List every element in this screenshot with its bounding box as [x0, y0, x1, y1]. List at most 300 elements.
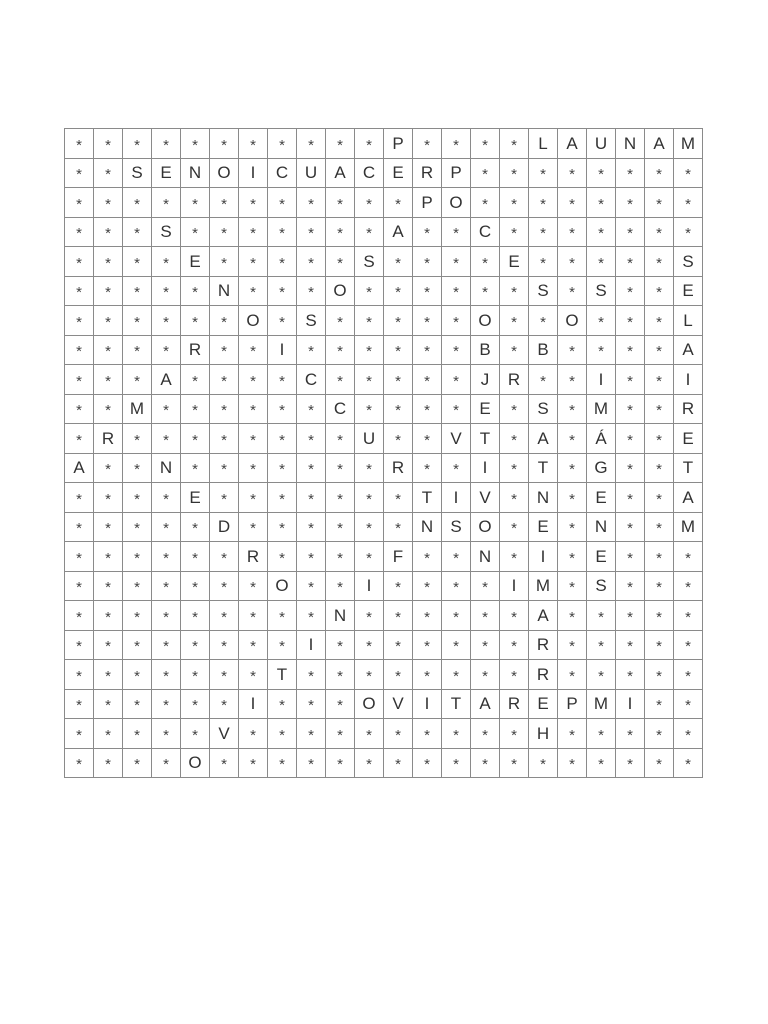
grid-cell: R — [94, 424, 123, 454]
grid-cell: * — [384, 660, 413, 690]
grid-cell: * — [616, 277, 645, 307]
grid-cell: O — [442, 188, 471, 218]
grid-cell: * — [442, 660, 471, 690]
grid-cell: * — [239, 247, 268, 277]
grid-cell: * — [355, 719, 384, 749]
grid-cell: I — [355, 572, 384, 602]
grid-cell: * — [297, 395, 326, 425]
grid-cell: * — [355, 631, 384, 661]
grid-cell: * — [181, 188, 210, 218]
grid-cell: A — [558, 129, 587, 159]
grid-cell: * — [123, 513, 152, 543]
grid-cell: * — [355, 188, 384, 218]
grid-cell: * — [384, 365, 413, 395]
grid-cell: S — [355, 247, 384, 277]
grid-cell: * — [413, 424, 442, 454]
grid-cell: O — [210, 159, 239, 189]
grid-cell: * — [384, 513, 413, 543]
grid-cell: * — [384, 188, 413, 218]
grid-cell: * — [616, 365, 645, 395]
grid-cell: * — [413, 395, 442, 425]
grid-cell: S — [529, 277, 558, 307]
grid-cell: * — [297, 690, 326, 720]
grid-cell: * — [645, 483, 674, 513]
grid-cell: * — [210, 188, 239, 218]
grid-cell: T — [529, 454, 558, 484]
grid-cell: * — [616, 513, 645, 543]
grid-cell: E — [384, 159, 413, 189]
grid-cell: * — [297, 572, 326, 602]
grid-cell: * — [297, 129, 326, 159]
grid-cell: E — [529, 513, 558, 543]
grid-cell: * — [645, 542, 674, 572]
grid-cell: * — [384, 631, 413, 661]
grid-cell: E — [674, 277, 703, 307]
grid-cell: * — [268, 513, 297, 543]
grid-cell: * — [355, 749, 384, 779]
grid-cell: * — [587, 247, 616, 277]
grid-cell: * — [65, 660, 94, 690]
grid-cell: * — [500, 306, 529, 336]
grid-cell: M — [587, 690, 616, 720]
grid-cell: * — [645, 572, 674, 602]
grid-cell: * — [94, 572, 123, 602]
grid-cell: U — [587, 129, 616, 159]
grid-cell: * — [326, 719, 355, 749]
grid-cell: S — [529, 395, 558, 425]
grid-cell: * — [65, 306, 94, 336]
grid-cell: * — [65, 159, 94, 189]
grid-cell: * — [500, 660, 529, 690]
grid-cell: * — [558, 660, 587, 690]
grid-cell: * — [442, 601, 471, 631]
grid-cell: * — [123, 601, 152, 631]
grid-cell: * — [384, 749, 413, 779]
grid-cell: * — [645, 277, 674, 307]
grid-cell: * — [442, 218, 471, 248]
grid-cell: * — [152, 660, 181, 690]
grid-cell: * — [94, 336, 123, 366]
grid-cell: * — [152, 424, 181, 454]
grid-cell: I — [239, 159, 268, 189]
grid-cell: V — [471, 483, 500, 513]
grid-cell: * — [65, 542, 94, 572]
grid-cell: A — [674, 336, 703, 366]
grid-cell: * — [500, 395, 529, 425]
grid-cell: V — [210, 719, 239, 749]
grid-cell: * — [152, 247, 181, 277]
grid-cell: * — [674, 572, 703, 602]
grid-cell: * — [616, 631, 645, 661]
grid-cell: P — [384, 129, 413, 159]
grid-cell: * — [268, 424, 297, 454]
grid-cell: * — [239, 749, 268, 779]
grid-cell: * — [413, 277, 442, 307]
grid-cell: R — [529, 631, 558, 661]
grid-cell: E — [152, 159, 181, 189]
grid-cell: * — [355, 306, 384, 336]
grid-cell: R — [384, 454, 413, 484]
grid-cell: * — [181, 719, 210, 749]
grid-cell: * — [152, 749, 181, 779]
grid-cell: S — [674, 247, 703, 277]
grid-cell: * — [355, 454, 384, 484]
grid-cell: * — [123, 218, 152, 248]
grid-cell: * — [94, 660, 123, 690]
grid-cell: * — [529, 749, 558, 779]
grid-cell: * — [152, 542, 181, 572]
grid-cell: B — [529, 336, 558, 366]
grid-cell: * — [210, 690, 239, 720]
grid-cell: * — [645, 306, 674, 336]
grid-cell: * — [645, 631, 674, 661]
grid-cell: * — [94, 631, 123, 661]
grid-cell: * — [645, 188, 674, 218]
grid-cell: * — [529, 159, 558, 189]
grid-cell: * — [558, 395, 587, 425]
grid-cell: T — [471, 424, 500, 454]
grid-cell: * — [297, 218, 326, 248]
grid-cell: * — [500, 749, 529, 779]
grid-cell: * — [297, 542, 326, 572]
grid-cell: * — [326, 542, 355, 572]
grid-cell: * — [413, 218, 442, 248]
grid-cell: E — [587, 542, 616, 572]
grid-cell: * — [355, 129, 384, 159]
grid-cell: * — [94, 454, 123, 484]
grid-cell: * — [123, 690, 152, 720]
grid-cell: * — [442, 631, 471, 661]
grid-cell: * — [210, 660, 239, 690]
grid-cell: * — [645, 660, 674, 690]
grid-cell: * — [413, 129, 442, 159]
grid-cell: * — [645, 395, 674, 425]
grid-cell: S — [587, 277, 616, 307]
grid-cell: S — [587, 572, 616, 602]
grid-cell: * — [674, 159, 703, 189]
grid-cell: * — [210, 572, 239, 602]
grid-cell: * — [152, 306, 181, 336]
grid-cell: L — [674, 306, 703, 336]
grid-cell: * — [500, 542, 529, 572]
grid-cell: * — [239, 336, 268, 366]
grid-cell: * — [123, 247, 152, 277]
grid-cell: * — [645, 336, 674, 366]
grid-cell: I — [239, 690, 268, 720]
grid-cell: * — [123, 542, 152, 572]
grid-cell: * — [471, 277, 500, 307]
grid-cell: * — [471, 631, 500, 661]
grid-cell: * — [355, 395, 384, 425]
grid-cell: * — [616, 572, 645, 602]
grid-cell: * — [239, 395, 268, 425]
grid-cell: * — [500, 336, 529, 366]
grid-cell: O — [181, 749, 210, 779]
grid-cell: * — [616, 660, 645, 690]
grid-cell: * — [355, 660, 384, 690]
grid-cell: * — [210, 218, 239, 248]
grid-cell: * — [152, 513, 181, 543]
grid-cell: N — [152, 454, 181, 484]
grid-cell: O — [558, 306, 587, 336]
grid-cell: * — [500, 483, 529, 513]
grid-cell: * — [94, 306, 123, 336]
grid-cell: E — [181, 247, 210, 277]
grid-cell: C — [326, 395, 355, 425]
grid-cell: * — [587, 719, 616, 749]
grid-cell: * — [297, 483, 326, 513]
grid-cell: * — [123, 454, 152, 484]
grid-cell: * — [123, 277, 152, 307]
grid-cell: * — [471, 247, 500, 277]
grid-cell: C — [471, 218, 500, 248]
grid-cell: T — [413, 483, 442, 513]
grid-cell: * — [413, 247, 442, 277]
grid-cell: * — [152, 719, 181, 749]
grid-cell: T — [268, 660, 297, 690]
grid-cell: * — [645, 513, 674, 543]
grid-cell: * — [123, 660, 152, 690]
grid-cell: * — [326, 365, 355, 395]
grid-cell: E — [529, 690, 558, 720]
grid-cell: T — [442, 690, 471, 720]
grid-cell: * — [210, 483, 239, 513]
grid-cell: * — [123, 188, 152, 218]
grid-cell: * — [152, 483, 181, 513]
grid-cell: * — [94, 159, 123, 189]
grid-cell: * — [442, 336, 471, 366]
grid-cell: * — [645, 454, 674, 484]
grid-cell: * — [152, 336, 181, 366]
grid-cell: U — [297, 159, 326, 189]
grid-cell: * — [239, 218, 268, 248]
grid-cell: D — [210, 513, 239, 543]
grid-cell: * — [181, 306, 210, 336]
grid-cell: * — [413, 749, 442, 779]
grid-cell: * — [326, 513, 355, 543]
grid-cell: * — [645, 247, 674, 277]
grid-cell: * — [268, 542, 297, 572]
grid-cell: * — [152, 572, 181, 602]
grid-cell: J — [471, 365, 500, 395]
grid-cell: * — [181, 218, 210, 248]
grid-cell: * — [94, 513, 123, 543]
grid-cell: I — [268, 336, 297, 366]
grid-cell: * — [268, 277, 297, 307]
grid-cell: * — [94, 218, 123, 248]
grid-cell: * — [297, 454, 326, 484]
grid-cell: C — [355, 159, 384, 189]
grid-cell: * — [413, 542, 442, 572]
grid-cell: * — [65, 336, 94, 366]
grid-cell: * — [123, 631, 152, 661]
grid-cell: * — [65, 749, 94, 779]
grid-cell: * — [645, 424, 674, 454]
grid-cell: * — [181, 395, 210, 425]
grid-cell: * — [239, 188, 268, 218]
grid-cell: * — [152, 395, 181, 425]
grid-cell: * — [587, 159, 616, 189]
grid-cell: * — [558, 247, 587, 277]
grid-cell: * — [500, 719, 529, 749]
grid-cell: * — [210, 601, 239, 631]
grid-cell: * — [442, 277, 471, 307]
grid-cell: * — [65, 601, 94, 631]
grid-cell: * — [268, 719, 297, 749]
grid-cell: * — [674, 631, 703, 661]
grid-cell: * — [674, 188, 703, 218]
grid-cell: * — [471, 601, 500, 631]
grid-cell: * — [645, 749, 674, 779]
grid-cell: * — [500, 424, 529, 454]
grid-cell: * — [529, 218, 558, 248]
grid-cell: * — [326, 306, 355, 336]
grid-cell: R — [413, 159, 442, 189]
grid-cell: C — [268, 159, 297, 189]
grid-cell: N — [181, 159, 210, 189]
grid-cell: N — [529, 483, 558, 513]
grid-cell: F — [384, 542, 413, 572]
grid-cell: * — [558, 542, 587, 572]
grid-cell: * — [558, 277, 587, 307]
grid-cell: * — [529, 247, 558, 277]
grid-cell: * — [152, 277, 181, 307]
grid-cell: * — [152, 188, 181, 218]
grid-cell: * — [210, 336, 239, 366]
grid-cell: * — [558, 454, 587, 484]
grid-cell: * — [210, 395, 239, 425]
grid-cell: A — [529, 601, 558, 631]
grid-cell: * — [645, 159, 674, 189]
grid-cell: * — [239, 631, 268, 661]
grid-cell: I — [529, 542, 558, 572]
grid-cell: * — [123, 719, 152, 749]
word-search-grid — [64, 128, 703, 778]
grid-cell: * — [616, 424, 645, 454]
grid-cell: * — [587, 660, 616, 690]
grid-cell: * — [65, 365, 94, 395]
grid-cell: * — [268, 188, 297, 218]
grid-cell: * — [442, 247, 471, 277]
grid-cell: * — [616, 483, 645, 513]
grid-cell: * — [558, 159, 587, 189]
grid-cell: * — [94, 188, 123, 218]
grid-cell: * — [181, 660, 210, 690]
grid-cell: S — [297, 306, 326, 336]
grid-cell: * — [558, 631, 587, 661]
grid-cell: * — [558, 218, 587, 248]
grid-cell: * — [326, 336, 355, 366]
grid-cell: * — [65, 188, 94, 218]
grid-cell: * — [384, 306, 413, 336]
grid-cell: * — [674, 660, 703, 690]
grid-cell: * — [558, 572, 587, 602]
grid-cell: * — [123, 365, 152, 395]
grid-cell: * — [65, 424, 94, 454]
grid-cell: * — [94, 365, 123, 395]
grid-cell: * — [471, 572, 500, 602]
grid-cell: * — [239, 129, 268, 159]
grid-cell: * — [297, 719, 326, 749]
grid-cell: I — [616, 690, 645, 720]
grid-cell: * — [471, 660, 500, 690]
grid-cell: * — [645, 601, 674, 631]
grid-cell: * — [94, 277, 123, 307]
grid-cell: R — [529, 660, 558, 690]
grid-cell: * — [413, 719, 442, 749]
grid-cell: * — [355, 336, 384, 366]
grid-cell: * — [326, 454, 355, 484]
grid-cell: * — [181, 129, 210, 159]
grid-cell: * — [297, 188, 326, 218]
grid-cell: * — [65, 572, 94, 602]
grid-cell: * — [210, 424, 239, 454]
grid-cell: * — [268, 129, 297, 159]
grid-cell: * — [616, 159, 645, 189]
grid-cell: * — [674, 749, 703, 779]
grid-cell: * — [587, 188, 616, 218]
grid-cell: * — [413, 631, 442, 661]
grid-cell: * — [616, 454, 645, 484]
grid-cell: * — [558, 749, 587, 779]
grid-cell: N — [326, 601, 355, 631]
grid-cell: * — [500, 129, 529, 159]
grid-cell: E — [500, 247, 529, 277]
grid-cell: M — [123, 395, 152, 425]
grid-cell: * — [326, 749, 355, 779]
grid-cell: O — [355, 690, 384, 720]
grid-cell: * — [123, 572, 152, 602]
grid-cell: * — [616, 218, 645, 248]
grid-cell: * — [94, 719, 123, 749]
grid-cell: * — [239, 601, 268, 631]
grid-cell: * — [181, 454, 210, 484]
grid-cell: * — [616, 395, 645, 425]
grid-cell: * — [587, 306, 616, 336]
grid-cell: R — [500, 690, 529, 720]
grid-cell: E — [587, 483, 616, 513]
grid-cell: A — [65, 454, 94, 484]
grid-cell: A — [645, 129, 674, 159]
grid-cell: I — [471, 454, 500, 484]
grid-cell: R — [181, 336, 210, 366]
grid-cell: * — [384, 601, 413, 631]
grid-cell: * — [239, 365, 268, 395]
grid-cell: * — [413, 454, 442, 484]
grid-cell: * — [268, 395, 297, 425]
grid-cell: * — [297, 660, 326, 690]
grid-cell: * — [123, 336, 152, 366]
grid-cell: * — [239, 454, 268, 484]
grid-cell: O — [471, 306, 500, 336]
grid-cell: * — [413, 306, 442, 336]
grid-cell: * — [645, 218, 674, 248]
grid-cell: O — [268, 572, 297, 602]
grid-cell: N — [587, 513, 616, 543]
grid-cell: * — [181, 690, 210, 720]
grid-cell: * — [326, 188, 355, 218]
grid-cell: * — [500, 277, 529, 307]
grid-cell: * — [297, 513, 326, 543]
grid-cell: E — [674, 424, 703, 454]
grid-cell: G — [587, 454, 616, 484]
grid-cell: * — [674, 690, 703, 720]
grid-cell: * — [616, 749, 645, 779]
grid-cell: L — [529, 129, 558, 159]
grid-cell: * — [65, 690, 94, 720]
grid-cell: A — [529, 424, 558, 454]
grid-cell: * — [210, 247, 239, 277]
